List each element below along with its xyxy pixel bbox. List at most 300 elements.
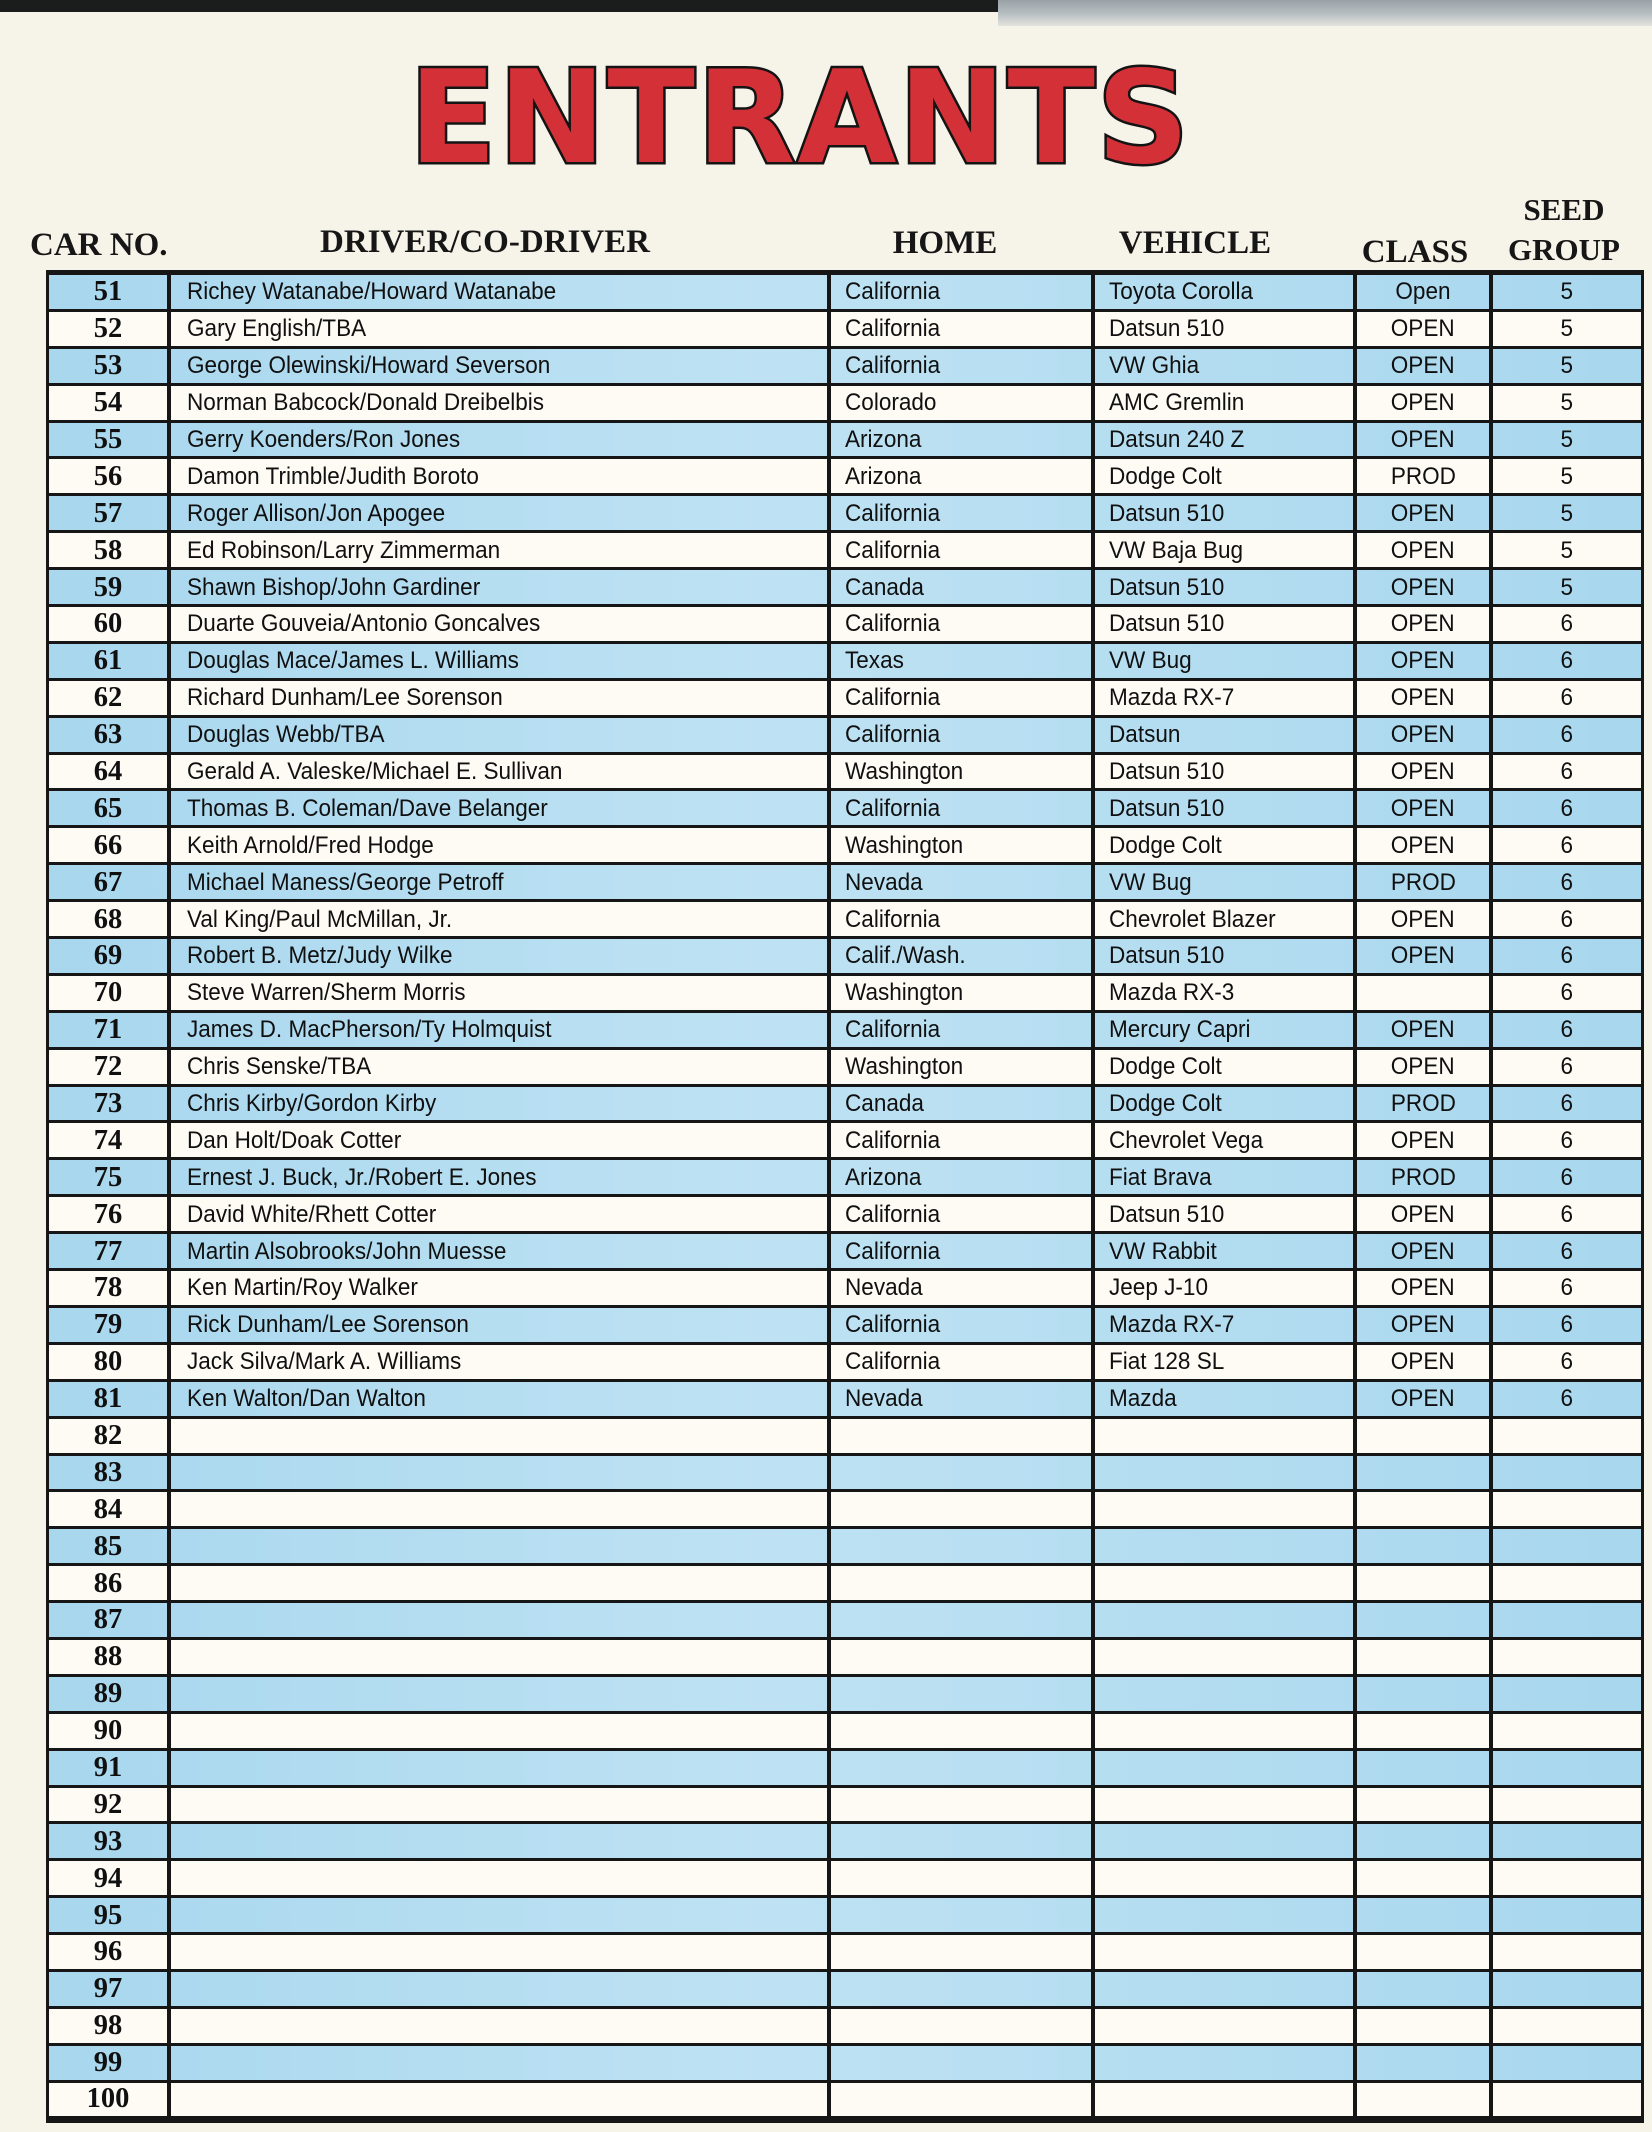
table-row	[49, 1788, 1641, 1825]
table-row	[49, 459, 1641, 496]
no-cell	[49, 1345, 171, 1379]
no-cell	[49, 1419, 171, 1453]
driver-value: Keith Arnold/Fred Hodge	[187, 831, 434, 859]
no-value: 71	[93, 1014, 123, 1046]
no-cell	[49, 2083, 171, 2116]
vehicle-value: Datsun 510	[1109, 499, 1225, 527]
no-cell	[49, 644, 171, 678]
table-row	[49, 275, 1641, 312]
seed-cell	[1493, 1898, 1641, 1932]
seed-value: 6	[1560, 647, 1574, 675]
driver-value: Shawn Bishop/John Gardiner	[187, 573, 481, 601]
seed-cell	[1493, 1492, 1641, 1526]
vehicle-cell	[1095, 1013, 1357, 1047]
table-row	[49, 828, 1641, 865]
no-cell	[49, 2009, 171, 2043]
seed-value: 6	[1560, 1126, 1574, 1154]
no-cell	[49, 496, 171, 530]
no-cell	[49, 349, 171, 383]
vehicle-cell	[1095, 1271, 1357, 1305]
seed-cell	[1493, 976, 1641, 1010]
no-cell	[49, 1234, 171, 1268]
class-value: OPEN	[1391, 1348, 1455, 1376]
driver-value: Jack Silva/Mark A. Williams	[187, 1348, 462, 1376]
seed-value: 5	[1560, 389, 1574, 417]
class-value: OPEN	[1391, 1237, 1455, 1265]
table-row	[49, 386, 1641, 423]
table-row	[49, 1714, 1641, 1751]
class-cell	[1357, 1382, 1493, 1416]
no-value: 77	[93, 1235, 123, 1267]
driver-value: James D. MacPherson/Ty Holmquist	[187, 1016, 552, 1044]
vehicle-cell	[1095, 1234, 1357, 1268]
home-value: California	[845, 1016, 941, 1044]
driver-cell	[171, 1160, 831, 1194]
no-cell	[49, 718, 171, 752]
no-cell	[49, 1123, 171, 1157]
vehicle-cell	[1095, 1824, 1357, 1858]
scan-edge-grey	[998, 0, 1652, 26]
driver-cell	[171, 2009, 831, 2043]
class-cell	[1357, 570, 1493, 604]
home-value: Canada	[845, 1089, 924, 1117]
table-row	[49, 423, 1641, 460]
no-cell	[49, 1492, 171, 1526]
table-row	[49, 1271, 1641, 1308]
vehicle-cell	[1095, 976, 1357, 1010]
vehicle-cell	[1095, 1751, 1357, 1785]
vehicle-cell	[1095, 1160, 1357, 1194]
vehicle-cell	[1095, 1566, 1357, 1600]
column-header-vehicle: VEHICLE	[1118, 225, 1272, 261]
no-cell	[49, 1603, 171, 1637]
home-cell	[831, 1160, 1095, 1194]
vehicle-cell	[1095, 644, 1357, 678]
seed-cell	[1493, 1788, 1641, 1822]
class-value: OPEN	[1391, 1274, 1455, 1302]
driver-cell	[171, 275, 831, 309]
table-row	[49, 718, 1641, 755]
class-value: PROD	[1390, 1163, 1456, 1191]
no-value: 68	[93, 903, 123, 935]
seed-cell	[1493, 2009, 1641, 2043]
class-value: OPEN	[1391, 389, 1455, 417]
no-value: 76	[93, 1198, 123, 1230]
home-value: California	[845, 1311, 941, 1339]
seed-cell	[1493, 828, 1641, 862]
seed-cell	[1493, 2083, 1641, 2116]
seed-cell	[1493, 459, 1641, 493]
vehicle-value: Mercury Capri	[1109, 1016, 1251, 1044]
no-value: 93	[93, 1825, 123, 1857]
seed-value: 6	[1560, 1348, 1574, 1376]
vehicle-value: Datsun 510	[1109, 573, 1225, 601]
driver-cell	[171, 533, 831, 567]
no-cell	[49, 1529, 171, 1563]
driver-cell	[171, 865, 831, 899]
vehicle-cell	[1095, 1788, 1357, 1822]
no-value: 74	[93, 1124, 123, 1156]
no-value: 94	[93, 1862, 123, 1894]
no-value: 60	[93, 608, 123, 640]
class-cell	[1357, 1419, 1493, 1453]
no-cell	[49, 791, 171, 825]
table-row	[49, 349, 1641, 386]
class-cell	[1357, 939, 1493, 973]
class-cell	[1357, 1861, 1493, 1895]
seed-cell	[1493, 1013, 1641, 1047]
page-title: ENTRANTS	[408, 44, 1192, 193]
class-cell	[1357, 1456, 1493, 1490]
class-cell	[1357, 644, 1493, 678]
table-row	[49, 939, 1641, 976]
no-value: 100	[86, 2083, 130, 2115]
driver-value: Roger Allison/Jon Apogee	[187, 499, 446, 527]
seed-value: 5	[1560, 573, 1574, 601]
seed-cell	[1493, 902, 1641, 936]
home-cell	[831, 312, 1095, 346]
home-value: California	[845, 1237, 941, 1265]
home-cell	[831, 1050, 1095, 1084]
vehicle-cell	[1095, 1123, 1357, 1157]
seed-cell	[1493, 1824, 1641, 1858]
home-cell	[831, 1824, 1095, 1858]
no-cell	[49, 1935, 171, 1969]
no-value: 57	[93, 497, 123, 529]
table-row	[49, 1972, 1641, 2009]
vehicle-cell	[1095, 570, 1357, 604]
home-value: Washington	[845, 831, 964, 859]
table-row	[49, 902, 1641, 939]
home-value: Colorado	[845, 389, 937, 417]
vehicle-cell	[1095, 1419, 1357, 1453]
driver-cell	[171, 1456, 831, 1490]
class-value: OPEN	[1391, 684, 1455, 712]
table-row	[49, 976, 1641, 1013]
no-value: 84	[93, 1493, 123, 1525]
home-cell	[831, 1861, 1095, 1895]
no-cell	[49, 1972, 171, 2006]
no-cell	[49, 607, 171, 641]
driver-value: Rick Dunham/Lee Sorenson	[187, 1311, 469, 1339]
table-row	[49, 533, 1641, 570]
class-cell	[1357, 2009, 1493, 2043]
home-cell	[831, 644, 1095, 678]
driver-cell	[171, 1788, 831, 1822]
home-cell	[831, 1788, 1095, 1822]
seed-value: 6	[1560, 868, 1574, 896]
no-cell	[49, 865, 171, 899]
vehicle-cell	[1095, 1603, 1357, 1637]
class-cell	[1357, 1345, 1493, 1379]
home-cell	[831, 828, 1095, 862]
seed-value: 5	[1560, 352, 1574, 380]
no-cell	[49, 312, 171, 346]
class-value: OPEN	[1391, 721, 1455, 749]
vehicle-cell	[1095, 1898, 1357, 1932]
seed-cell	[1493, 1640, 1641, 1674]
vehicle-value: Mazda RX-7	[1109, 684, 1235, 712]
class-cell	[1357, 755, 1493, 789]
seed-value: 6	[1560, 1311, 1574, 1339]
class-cell	[1357, 976, 1493, 1010]
table-row	[49, 1898, 1641, 1935]
class-value: OPEN	[1391, 942, 1455, 970]
driver-value: Richard Dunham/Lee Sorenson	[187, 684, 503, 712]
driver-cell	[171, 1123, 831, 1157]
vehicle-cell	[1095, 1935, 1357, 1969]
class-cell	[1357, 1972, 1493, 2006]
driver-cell	[171, 1087, 831, 1121]
table-row	[49, 2046, 1641, 2083]
home-cell	[831, 1271, 1095, 1305]
vehicle-value: Datsun 240 Z	[1109, 425, 1245, 453]
home-cell	[831, 681, 1095, 715]
driver-value: Steve Warren/Sherm Morris	[187, 979, 466, 1007]
seed-cell	[1493, 1566, 1641, 1600]
seed-value: 6	[1560, 721, 1574, 749]
no-cell	[49, 1751, 171, 1785]
class-cell	[1357, 386, 1493, 420]
home-cell	[831, 1898, 1095, 1932]
driver-cell	[171, 1529, 831, 1563]
no-value: 78	[93, 1272, 123, 1304]
vehicle-cell	[1095, 1382, 1357, 1416]
table-row	[49, 1345, 1641, 1382]
seed-cell	[1493, 1308, 1641, 1342]
home-cell	[831, 1123, 1095, 1157]
driver-cell	[171, 1972, 831, 2006]
home-cell	[831, 1566, 1095, 1600]
vehicle-value: Datsun 510	[1109, 942, 1225, 970]
table-row	[49, 1677, 1641, 1714]
column-header-car-no: CAR NO.	[30, 227, 168, 263]
no-cell	[49, 1824, 171, 1858]
driver-value: Duarte Gouveia/Antonio Goncalves	[187, 610, 541, 638]
driver-value: Ed Robinson/Larry Zimmerman	[187, 536, 501, 564]
no-value: 55	[93, 423, 123, 455]
table-row	[49, 2009, 1641, 2046]
driver-cell	[171, 976, 831, 1010]
class-cell	[1357, 1308, 1493, 1342]
seed-cell	[1493, 1861, 1641, 1895]
driver-cell	[171, 607, 831, 641]
vehicle-value: Jeep J-10	[1109, 1274, 1209, 1302]
no-cell	[49, 976, 171, 1010]
driver-cell	[171, 681, 831, 715]
seed-value: 6	[1560, 1237, 1574, 1265]
no-value: 90	[93, 1715, 123, 1747]
seed-cell	[1493, 1160, 1641, 1194]
vehicle-cell	[1095, 828, 1357, 862]
class-value: OPEN	[1391, 757, 1455, 785]
seed-cell	[1493, 718, 1641, 752]
driver-cell	[171, 423, 831, 457]
vehicle-value: VW Rabbit	[1109, 1237, 1217, 1265]
driver-value: Thomas B. Coleman/Dave Belanger	[187, 794, 548, 822]
seed-cell	[1493, 1456, 1641, 1490]
vehicle-value: Dodge Colt	[1109, 1053, 1222, 1081]
seed-cell	[1493, 386, 1641, 420]
no-cell	[49, 1677, 171, 1711]
home-value: California	[845, 315, 941, 343]
home-cell	[831, 1640, 1095, 1674]
seed-value: 6	[1560, 831, 1574, 859]
home-value: California	[845, 499, 941, 527]
driver-cell	[171, 1566, 831, 1600]
driver-cell	[171, 1677, 831, 1711]
home-value: Nevada	[845, 868, 923, 896]
seed-cell	[1493, 1197, 1641, 1231]
driver-value: Damon Trimble/Judith Boroto	[187, 462, 479, 490]
driver-cell	[171, 828, 831, 862]
driver-cell	[171, 1492, 831, 1526]
class-cell	[1357, 1566, 1493, 1600]
vehicle-cell	[1095, 607, 1357, 641]
class-value: OPEN	[1391, 610, 1455, 638]
home-cell	[831, 496, 1095, 530]
class-cell	[1357, 902, 1493, 936]
class-cell	[1357, 1640, 1493, 1674]
seed-cell	[1493, 1419, 1641, 1453]
driver-cell	[171, 644, 831, 678]
driver-cell	[171, 1898, 831, 1932]
table-row	[49, 570, 1641, 607]
vehicle-cell	[1095, 1529, 1357, 1563]
class-cell	[1357, 312, 1493, 346]
no-cell	[49, 939, 171, 973]
class-value: PROD	[1390, 868, 1456, 896]
no-cell	[49, 1788, 171, 1822]
seed-cell	[1493, 1087, 1641, 1121]
class-cell	[1357, 681, 1493, 715]
driver-value: Richey Watanabe/Howard Watanabe	[187, 278, 557, 306]
driver-value: Chris Kirby/Gordon Kirby	[187, 1089, 437, 1117]
column-header-class: CLASS	[1361, 234, 1469, 270]
seed-value: 6	[1560, 757, 1574, 785]
no-value: 52	[93, 313, 123, 345]
vehicle-cell	[1095, 1308, 1357, 1342]
driver-value: Michael Maness/George Petroff	[187, 868, 504, 896]
no-cell	[49, 1160, 171, 1194]
home-value: California	[845, 684, 941, 712]
table-row	[49, 681, 1641, 718]
no-cell	[49, 1456, 171, 1490]
driver-cell	[171, 1419, 831, 1453]
driver-value: George Olewinski/Howard Severson	[187, 352, 551, 380]
driver-cell	[171, 1603, 831, 1637]
vehicle-cell	[1095, 939, 1357, 973]
entrants-table	[46, 270, 1644, 2123]
home-cell	[831, 976, 1095, 1010]
driver-cell	[171, 312, 831, 346]
class-cell	[1357, 2083, 1493, 2116]
driver-value: Douglas Webb/TBA	[187, 721, 385, 749]
class-cell	[1357, 1935, 1493, 1969]
home-cell	[831, 2046, 1095, 2080]
seed-value: 6	[1560, 979, 1574, 1007]
no-value: 98	[93, 2010, 123, 2042]
seed-cell	[1493, 275, 1641, 309]
table-row	[49, 1419, 1641, 1456]
vehicle-cell	[1095, 2046, 1357, 2080]
table-row	[49, 1935, 1641, 1972]
class-value: OPEN	[1391, 536, 1455, 564]
table-row	[49, 1861, 1641, 1898]
no-cell	[49, 570, 171, 604]
table-row	[49, 791, 1641, 828]
no-cell	[49, 423, 171, 457]
home-cell	[831, 1308, 1095, 1342]
no-cell	[49, 459, 171, 493]
no-value: 56	[93, 460, 123, 492]
home-cell	[831, 1456, 1095, 1490]
driver-value: Gary English/TBA	[187, 315, 367, 343]
no-value: 73	[93, 1087, 123, 1119]
class-value: OPEN	[1391, 352, 1455, 380]
home-cell	[831, 607, 1095, 641]
no-value: 86	[93, 1567, 123, 1599]
seed-value: 5	[1560, 499, 1574, 527]
vehicle-cell	[1095, 755, 1357, 789]
vehicle-cell	[1095, 1345, 1357, 1379]
no-value: 69	[93, 940, 123, 972]
seed-value: 6	[1560, 1016, 1574, 1044]
driver-value: Chris Senske/TBA	[187, 1053, 372, 1081]
driver-cell	[171, 1640, 831, 1674]
home-cell	[831, 1603, 1095, 1637]
home-value: Washington	[845, 1053, 964, 1081]
vehicle-value: Fiat 128 SL	[1109, 1348, 1225, 1376]
no-value: 65	[93, 792, 123, 824]
home-value: Washington	[845, 979, 964, 1007]
vehicle-cell	[1095, 1492, 1357, 1526]
vehicle-value: Datsun 510	[1109, 1200, 1225, 1228]
class-cell	[1357, 1788, 1493, 1822]
class-cell	[1357, 1050, 1493, 1084]
vehicle-value: VW Baja Bug	[1109, 536, 1244, 564]
no-cell	[49, 1050, 171, 1084]
home-value: Texas	[845, 647, 904, 675]
seed-cell	[1493, 755, 1641, 789]
driver-cell	[171, 1751, 831, 1785]
class-value: OPEN	[1391, 1126, 1455, 1154]
no-value: 97	[93, 1973, 123, 2005]
table-row	[49, 1234, 1641, 1271]
class-cell	[1357, 459, 1493, 493]
class-value: OPEN	[1391, 647, 1455, 675]
vehicle-value: Datsun 510	[1109, 757, 1225, 785]
home-value: California	[845, 1200, 941, 1228]
home-value: Nevada	[845, 1274, 923, 1302]
driver-cell	[171, 718, 831, 752]
driver-cell	[171, 902, 831, 936]
no-value: 91	[93, 1752, 123, 1784]
seed-value: 6	[1560, 684, 1574, 712]
home-value: Washington	[845, 757, 964, 785]
vehicle-value: Mazda	[1109, 1385, 1177, 1413]
driver-value: Robert B. Metz/Judy Wilke	[187, 942, 453, 970]
class-cell	[1357, 1529, 1493, 1563]
seed-cell	[1493, 1714, 1641, 1748]
no-value: 72	[93, 1051, 123, 1083]
vehicle-cell	[1095, 533, 1357, 567]
home-value: Canada	[845, 573, 924, 601]
home-value: California	[845, 794, 941, 822]
no-value: 75	[93, 1161, 123, 1193]
class-value: OPEN	[1391, 1053, 1455, 1081]
seed-value: 6	[1560, 1274, 1574, 1302]
